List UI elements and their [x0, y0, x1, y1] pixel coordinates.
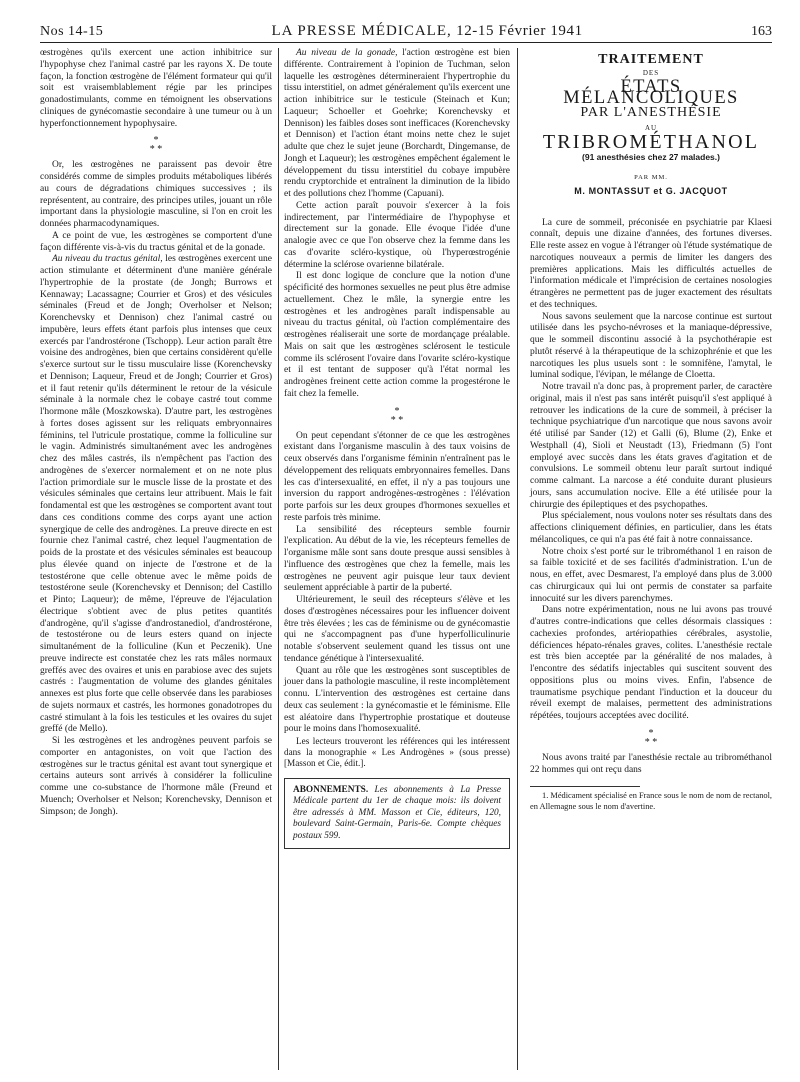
section-separator: * * * — [390, 405, 404, 426]
issue-date: 12-15 Février 1941 — [456, 23, 583, 39]
paragraph: Il est donc logique de conclure que la notion d'une spécificité des hormones sexuelles ne peut plus être admise actuellement. Chez le mâle, la synergie entre les œstrogènes et les androgènes paraît indispensable au niveau du tractus génital, où l'action complémentaire des œstrogènes réaliserait une sorte de mordançage préalable. Mais on sait que les œstrogènes sclérosent le testicule comme ils sclérosent l'ovaire dans l'ovarite scléro-kystique et il est tentant de supposer qu'à l'état normal les androgènes freinent cette action comme la progestérone le fait chez la femelle. — [284, 271, 510, 399]
paragraph: Or, les œstrogènes ne paraissent pas devoir être considérés comme de simples produits métaboliques libérés au cours de dégradations chimiques successives ; ils représentent, au contraire, des principes utiles, jouant un rôle important dans la physiologie masculine, si l'on en croit les données pharmacodynamiques. — [40, 160, 272, 229]
paragraph: La cure de sommeil, préconisée en psychiatrie par Klaesi connaît, depuis une dizaine d'années, des fortunes diverses. Elle reste assez en vogue à l'étranger où l'étude systématique de narcotiques nouveaux a permis de limiter les dangers des premières applications. Mais les difficultés actuelles de l'information médicale et l'imprécision de certaines nosologies étrangères ne permettent pas de juger exactement des résultats et des techniques. — [530, 217, 772, 310]
footnote: 1. Médicament spécialisé en France sous le nom de nom de rectanol, en Allemagne sous le nom d'avertine. — [530, 791, 773, 811]
lead-italic: Au niveau du tractus génital, — [52, 254, 163, 265]
subscriptions-text: Les abonnements à La Presse Médicale partent du 1er de chaque mois: ils doivent être adressés à MM. Masson et Cie, éditeurs, 120, boulevard Saint-Germain, Paris-6e. Compte chèques postaux 599. — [293, 784, 501, 841]
subscriptions-box — [284, 778, 510, 850]
column-left — [40, 48, 272, 818]
paragraph-body: les œstrogènes exercent une action stimulante et déterminent d'une manière générale l'hypertrophie de la prostate (de Jongh; Burrows et Kennaway; Lacassagne; Courrier et Gros) et des vésicules séminales (Freud et de Jongh; Overholser et Nelson; Korenchevsky et Dennison) chez l'animal castré ou impubère, leurs effets étant parfois plus intenses que ceux exercés par l'androstérone (Tschopp). Leur action paraît être voisine des androgènes, bien que certains considèrent qu'elle s'exerce surtout sur le tissu musculaire lisse (Korenchevsky et Dennison; Laqueur, Freud et de Jongh; Courrier et Gros) et il faut retenir qu'ils déterminent le retour de la vésicule séminale à la normale chez le cobaye castré tout comme l'hormone mâle (Moszkowska). D'autre part, les œstrogènes à fortes doses agissent sur les reliquats embryonnaires féminins, tel l'utricule prostatique, comme la folliculine sur le vagin. Administrés simultanément avec les androgènes chez des mâles castrés, ils n'empêchent pas l'action des androgènes de s'exercer normalement et on ne note plus l'action primordiale sur le muscle lisse de la prostate et des vésicules séminales que certains leur attribuent. Mais le fait fondamental est que les œstrogènes se comportent avant tout dans ces conditions comme des corps ayant une action synergique de celle des androgènes. La preuve directe en est fournie chez l'animal castré, chez lequel l'augmentation de poids de la prostate et des vésicules séminales est beaucoup plus élevée quand on injecte de l'œstrone et de la testostérone que celle obtenue avec le même poids de testostérone seule (Korenchevsky et Dennison; del Castillo et Pinto; Laqueur); de même, l'épreuve de l'éjaculation électrique s'obtient avec de plus petites quantités d'androgène, qu'il s'agisse d'androstanediol, d'androstérone, de testostérone ou de leurs esters quand on injecte simultanément de la folliculine (Kun et Peczenik). Une preuve indirecte est constatée chez les rats mâles normaux greffés avec des ovaires et unis en parabiose avec des sujets castrés : l'augmentation de volume des glandes génitales annexes est plus forte que celle observée dans les parabioses de sujets normaux et castrés, les hormones gonadotropes du castré stimulant à la fois les testicules et les ovaires du sujet greffé (de Mello). — [40, 254, 272, 735]
issue-number: Nos 14-15 — [40, 24, 104, 39]
paragraph: Notre choix s'est porté sur le tribrométhanol 1 en raison de sa faible toxicité et de ses facilités d'administration. L'un de nous, en effet, avec Desmarest, l'a employé dans plus de 3.000 cas chirurgicaux qui lui ont permis de constater sa parfaite innocuité sur les divers parenchymes. — [530, 546, 772, 604]
article-title-line-1: TRAITEMENT — [598, 52, 704, 67]
paragraph: Quant au rôle que les œstrogènes sont susceptibles de jouer dans la pathologie masculine, il reste incomplètement connu. L'intervention des œstrogènes est certaine dans deux cas seulement : la gynécomastie et le féminisme. Elle est aléatoire dans l'hypertrophie prostatique et douteuse pour le moins dans l'homosexualité. — [284, 665, 510, 735]
paragraph: Nous avons traité par l'anesthésie rectale au tribrométhanol 22 hommes qui ont reçu dans — [530, 752, 772, 775]
article-title-block — [530, 54, 772, 198]
page-number: 163 — [750, 24, 772, 39]
paragraph: Notre travail n'a donc pas, à proprement parler, de caractère original, mais il n'est pas sans intérêt puisqu'il s'est appliqué à retrouver les indications de la cure de sommeil, à préciser la technique psychiatrique d'un narcotique que nous savons avoir été utilisé par Sander (12) et Galli (6), Blume (2), Enke et Westphall (4), Sioli et Neustadt (13), Friedmann (5) l'ont employé avec succès dans les états graves d'agitation et de convulsions. Le sommeil obtenu leur paraît surtout indiqué comme calmant. La narcose a été conduite durant plusieurs jours, sans accumulation nocive. Elle a été utilisée pour la chirurgie des épileptiques et des psychopathes. — [530, 382, 772, 510]
paragraph — [284, 48, 510, 201]
article-title-line-4: TRIBROMÉTHANOL — [542, 130, 760, 153]
paragraph: Dans notre expérimentation, nous ne lui avons pas trouvé d'autres contre-indications que celles désormais classiques : cachexies profondes, artériopathies cérébrales, asystolie, déficiences hépato-rénales graves, colites. L'anesthésie rectale est très bien acceptée par la généralité de nos malades, à l'encontre des sédatifs injectables qui suscitent souvent des oppositions plus ou moins vives. Enfin, l'absence de traumatisme psychique pendant l'induction et la douceur du réveil exempt de malaises, permettent des administrations répétées, toujours acceptées avec docilité. — [530, 605, 772, 721]
lead-italic: Au niveau de la gonade, — [296, 48, 398, 58]
article-title-des: DES — [642, 68, 660, 77]
paragraph: Ultérieurement, le seuil des récepteurs s'élève et les doses d'œstrogènes nécessaires pour les influencer doivent être très élevées ; les cas de féminisme ou de gynécomastie qui ne s'accompagnent pas d'une hyperfolliculinurie notable s'observent seulement quand les tissus ont une tendance génétique à l'intersexualité. — [284, 595, 510, 664]
paragraph: Nous savons seulement que la narcose continue est surtout utilisée dans les psycho-névroses et la maniaque-dépressive, que le sommeil discontinu associé à la psychothérapie est plutôt réservé à la thérapeutique de la schizophrénie et que les narcotiques les plus usuels sont : le somnifène, l'amytal, le luminal sodique, l'évipan, le mélange de Cloetta. — [530, 311, 772, 381]
references-note: Les lecteurs trouveront les références qui les intéressent dans la monographie « Les Androgènes » (sous presse) [Masson et Cie, édit.]. — [284, 736, 510, 769]
article-title-line-3: PAR L'ANESTHÉSIE — [580, 105, 722, 120]
column-divider-2 — [517, 48, 518, 1070]
footnote-rule — [530, 786, 640, 787]
paragraph: œstrogènes qu'ils exercent une action inhibitrice sur l'hypophyse chez l'animal castré par les rayons X. De toute façon, la fonction œstrogène de l'élément formateur qui qu'il soit est vraisemblablement régie par les principes gonadostimulants, comme en témoignent les observations cliniques de gynécomastie secondaire à une tumeur ou à un hyperfonctionnement hypophysaire. — [40, 48, 272, 129]
journal-title-line — [271, 23, 582, 40]
paragraph: La sensibilité des récepteurs semble fournir l'explication. Au début de la vie, les récepteurs femelles de l'organisme mâle sont sans doute presque aussi sensibles à l'influence des œstrogènes que chez la femelle, mais les œstrogènes ne peuvent agir puisque leur taux devient seulement appréciable à partir de la puberté. — [284, 524, 510, 594]
paragraph: Cette action paraît pouvoir s'exercer à la fois indirectement, par l'intermédiaire de l'hypophyse et directement sur la gonade. Elle évoque l'idée d'une analogie avec ce que l'on observe chez la femme dans les cas d'ovarite scléro-kystique, où l'hyperœstrogénie détermine la sclérose ovarienne bilatérale. — [284, 200, 510, 270]
article-title-au: AU — [644, 123, 658, 132]
column-right — [530, 48, 772, 812]
section-separator: * * * — [644, 727, 658, 748]
paragraph: On peut cependant s'étonner de ce que les œstrogènes existant dans l'organisme masculin à des taux voisins de ceux observés dans l'organisme féminin n'entraînent pas le développement des reliquats embryonnaires femelles. Dans les cas d'intersexualité, en effet, il n'y a pas toujours une inversion du rapport androgènes-œstrogènes : l'élévation porte parfois sur les deux groupes d'hormones sexuelles et reste parfois très minime. — [284, 430, 510, 523]
section-separator: * * * — [149, 135, 163, 156]
paragraph: A ce point de vue, les œstrogènes se comportent d'une façon différente vis-à-vis du tractus génital et de la gonade. — [40, 230, 272, 253]
paragraph — [40, 254, 272, 736]
paragraph: Plus spécialement, nous voulons noter ses résultats dans des affections cliniquement définies, en particulier, dans les états mélancoliques, ce qui n'a pas été fait à notre connaissance. — [530, 511, 772, 545]
paragraph: Si les œstrogènes et les androgènes peuvent parfois se comporter en antagonistes, on voit que l'action des œstrogènes sur le tractus génital est avant tout synergique et certains auteurs sont arrivés à considérer la folliculine comme une co-substance de l'hormone mâle (Freund et Muench; Overholser et Nelson; Korenchevsky, Dennison et Simpson; de Jongh). — [40, 736, 272, 817]
authors-prefix: PAR MM. — [634, 174, 668, 181]
column-divider-1 — [278, 48, 279, 1070]
article-title-line-2: ÉTATS MÉLANCOLIQUES — [563, 76, 739, 109]
journal-name: LA PRESSE MÉDICALE, — [271, 23, 452, 39]
column-middle — [284, 48, 510, 849]
running-header — [40, 14, 772, 43]
article-subtitle: (91 anesthésies chez 27 malades.) — [582, 152, 720, 163]
subscriptions-heading: ABONNEMENTS. — [293, 784, 369, 795]
paragraph-body: l'action œstrogène est bien différente. Contrairement à l'opinion de Tuchman, selon laquelle les œstrogènes détermineraient l'hypertrophie du tissu interstitiel, on admet généralement qu'ils exercent une action inhibitrice sur le testicule (Steinach et Kun; Laqueur; Schoeller et Goehrke; Korenchevsky et Dennison) les faibles doses sont inefficaces (Korenchevsky et Dennison) et l'action étant moins nette chez le sujet adulte que chez le sujet jeune (Borchardt, Dingemanse, de Jongh et Laqueur); les œstrogènes empêchent également le développement du tissu interstitiel du cobaye impubère rendu cryptorchide et entraînent la diminution de la libido et des pollutions chez l'homme (Capuani). — [284, 48, 510, 199]
article-authors: M. MONTASSUT et G. JACQUOT — [574, 185, 728, 196]
